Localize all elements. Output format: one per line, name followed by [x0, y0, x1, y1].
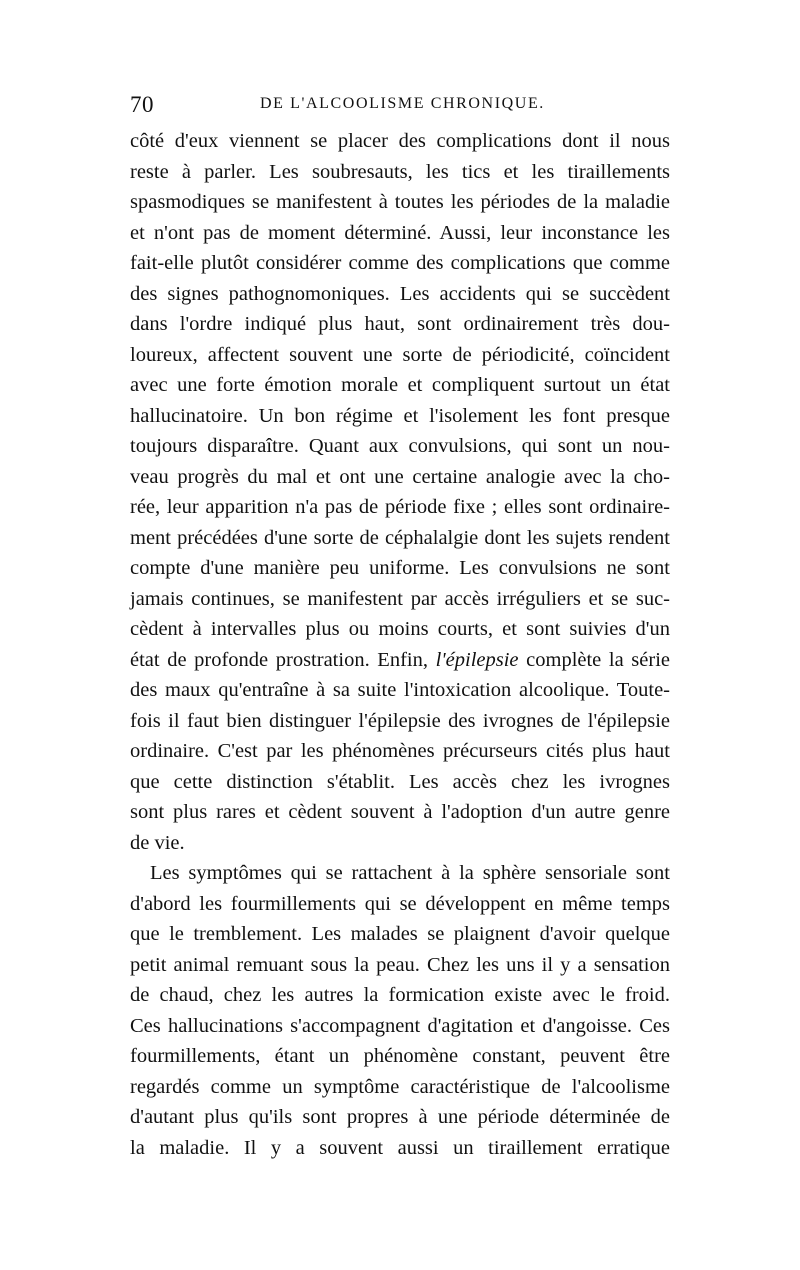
- text-run: complète la série: [518, 648, 670, 671]
- text-line: côté d'eux viennent se placer des complications dont il nous: [130, 130, 670, 152]
- text-line: hallucinatoire. Un bon régime et l'isolement les font presque: [130, 404, 670, 427]
- text-line: compte d'une manière peu uniforme. Les convulsions ne sont: [130, 557, 670, 579]
- text-line: fourmillements, étant un phénomène constant, peuvent être: [130, 1045, 670, 1067]
- page-number: 70: [130, 92, 154, 117]
- text-line: ordinaire. C'est par les phénomènes précurseurs cités plus haut: [130, 740, 670, 762]
- text-line: petit animal remuant sous la peau. Chez les uns il y a sensation: [130, 953, 670, 976]
- text-line: cèdent à intervalles plus ou moins courts, et sont suivies d'un: [130, 618, 670, 640]
- text-line: ment précédées d'une sorte de céphalalgie dont les sujets rendent: [130, 526, 670, 549]
- text-line: la maladie. Il y a souvent aussi un tiraillement erratique: [130, 1136, 670, 1159]
- text-line: Ces hallucinations s'accompagnent d'agitation et d'angoisse. Ces: [130, 1014, 670, 1037]
- text-line: regardés comme un symptôme caractéristique de l'alcoolisme: [130, 1075, 670, 1098]
- text-line: spasmodiques se manifestent à toutes les périodes de la maladie: [130, 191, 670, 213]
- text-line: de chaud, chez les autres la formication existe avec le froid.: [130, 984, 670, 1006]
- text-line: loureux, affectent souvent une sorte de périodicité, coïncident: [130, 343, 670, 366]
- text-line: des maux qu'entraîne à sa suite l'intoxication alcoolique. Toute-: [130, 679, 670, 701]
- text-line: que cette distinction s'établit. Les accès chez les ivrognes: [130, 770, 670, 793]
- running-head: [130, 92, 670, 120]
- text-line: reste à parler. Les soubresauts, les tics et les tiraillements: [130, 160, 670, 183]
- paragraph-start-line: Les symptômes qui se rattachent à la sphère sensoriale sont: [150, 862, 670, 884]
- text-line: d'autant plus qu'ils sont propres à une période déterminée de: [130, 1106, 670, 1128]
- text-line: rée, leur apparition n'a pas de période fixe ; elles sont ordinaire-: [130, 496, 670, 518]
- text-line: jamais continues, se manifestent par accès irréguliers et se suc-: [130, 587, 670, 610]
- text-line-with-italic: [130, 645, 670, 676]
- text-line: fait-elle plutôt considérer comme des complications que comme: [130, 252, 670, 274]
- text-line: sont plus rares et cèdent souvent à l'adoption d'un autre genre: [130, 801, 670, 823]
- text-line: des signes pathognomoniques. Les accidents qui se succèdent: [130, 282, 670, 305]
- text-line: toujours disparaître. Quant aux convulsions, qui sont un nou-: [130, 435, 670, 457]
- text-run: état de profonde prostration. Enfin,: [130, 648, 436, 671]
- text-line: avec une forte émotion morale et compliquent surtout un état: [130, 374, 670, 396]
- text-line: d'abord les fourmillements qui se développent en même temps: [130, 892, 670, 915]
- text-line: fois il faut bien distinguer l'épilepsie des ivrognes de l'épilepsie: [130, 709, 670, 732]
- running-title: DE L'ALCOOLISME CHRONIQUE.: [260, 95, 545, 112]
- body-text: [130, 126, 670, 1163]
- italic-term: l'épilepsie: [435, 648, 519, 671]
- paragraph-end-line: de vie.: [130, 831, 185, 854]
- text-line: que le tremblement. Les malades se plaignent d'avoir quelque: [130, 923, 670, 945]
- text-line: et n'ont pas de moment déterminé. Aussi, leur inconstance les: [130, 221, 670, 244]
- text-line: veau progrès du mal et ont une certaine analogie avec la cho-: [130, 465, 670, 488]
- text-line: dans l'ordre indiqué plus haut, sont ordinairement très dou-: [130, 313, 670, 335]
